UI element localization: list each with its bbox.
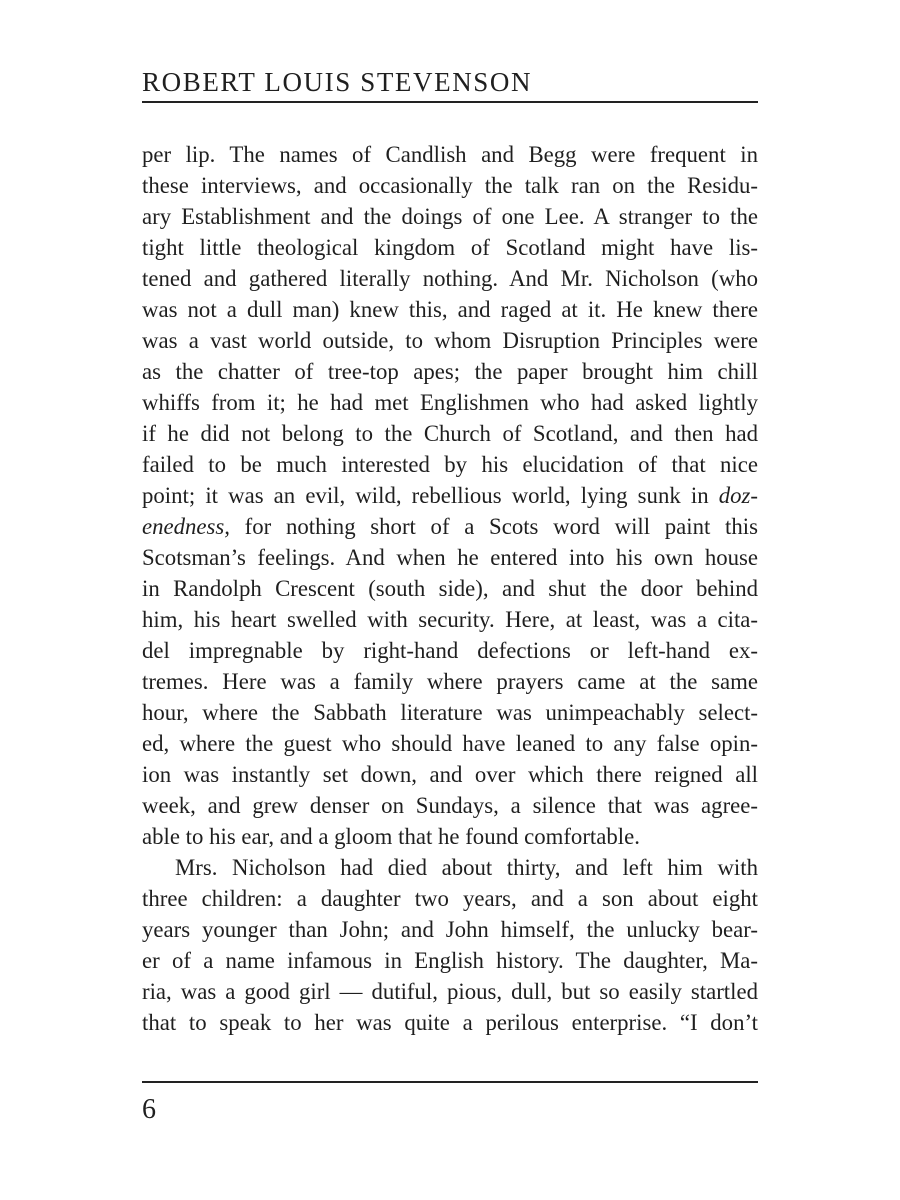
text-line: tremes. Here was a family where prayers came at the same xyxy=(142,669,758,694)
text-line xyxy=(142,511,758,542)
footer-rule xyxy=(142,1081,758,1083)
text-line: that to speak to her was quite a perilous enterprise. “I don’t xyxy=(142,1010,758,1035)
text-line: failed to be much interested by his elucidation of that nice xyxy=(142,452,758,477)
text-line: ria, was a good girl — dutiful, pious, dull, but so easily startled xyxy=(142,979,758,1004)
italic-word: doz- xyxy=(718,483,758,508)
page-number: 6 xyxy=(142,1094,156,1125)
text-run: for nothing short of a Scots word will paint this xyxy=(230,514,758,539)
header-rule xyxy=(142,101,758,103)
text-line: was a vast world outside, to whom Disruption Principles were xyxy=(142,328,758,353)
text-line: years younger than John; and John himself, the unlucky bear- xyxy=(142,917,758,942)
paragraph-last-line: able to his ear, and a gloom that he found comfortable. xyxy=(142,824,640,849)
text-line: was not a dull man) knew this, and raged at it. He knew there xyxy=(142,297,758,322)
text-line: three children: a daughter two years, and a son about eight xyxy=(142,886,758,911)
text-line: per lip. The names of Candlish and Begg were frequent in xyxy=(142,142,758,167)
text-line xyxy=(142,480,758,511)
text-line: ion was instantly set down, and over which there reigned all xyxy=(142,762,758,787)
text-line: ary Establishment and the doings of one Lee. A stranger to the xyxy=(142,204,758,229)
text-line: ed, where the guest who should have leaned to any false opin- xyxy=(142,731,758,756)
text-run: point; it was an evil, wild, rebellious world, lying sunk in xyxy=(142,483,719,508)
text-line: week, and grew denser on Sundays, a silence that was agree- xyxy=(142,793,758,818)
text-line: whiffs from it; he had met Englishmen who had asked lightly xyxy=(142,390,758,415)
text-line: in Randolph Crescent (south side), and shut the door behind xyxy=(142,576,758,601)
text-line: tight little theological kingdom of Scotland might have lis- xyxy=(142,235,758,260)
text-line: Scotsman’s feelings. And when he entered into his own house xyxy=(142,545,758,570)
text-line: hour, where the Sabbath literature was unimpeachably select- xyxy=(142,700,758,725)
text-line: del impregnable by right-hand defections or left-hand ex- xyxy=(142,638,758,663)
text-line: tened and gathered literally nothing. And Mr. Nicholson (who xyxy=(142,266,758,291)
italic-word: enedness, xyxy=(142,514,230,539)
running-head-title: ROBERT LOUIS STEVENSON xyxy=(142,67,533,97)
text-line: as the chatter of tree-top apes; the paper brought him chill xyxy=(142,359,758,384)
text-line: these interviews, and occasionally the talk ran on the Residu- xyxy=(142,173,758,198)
body-text xyxy=(142,139,758,1038)
text-line: him, his heart swelled with security. Here, at least, was a cita- xyxy=(142,607,758,632)
text-line: if he did not belong to the Church of Scotland, and then had xyxy=(142,421,758,446)
paragraph-first-line: Mrs. Nicholson had died about thirty, and left him with xyxy=(175,855,758,880)
text-line: er of a name infamous in English history. The daughter, Ma- xyxy=(142,948,758,973)
